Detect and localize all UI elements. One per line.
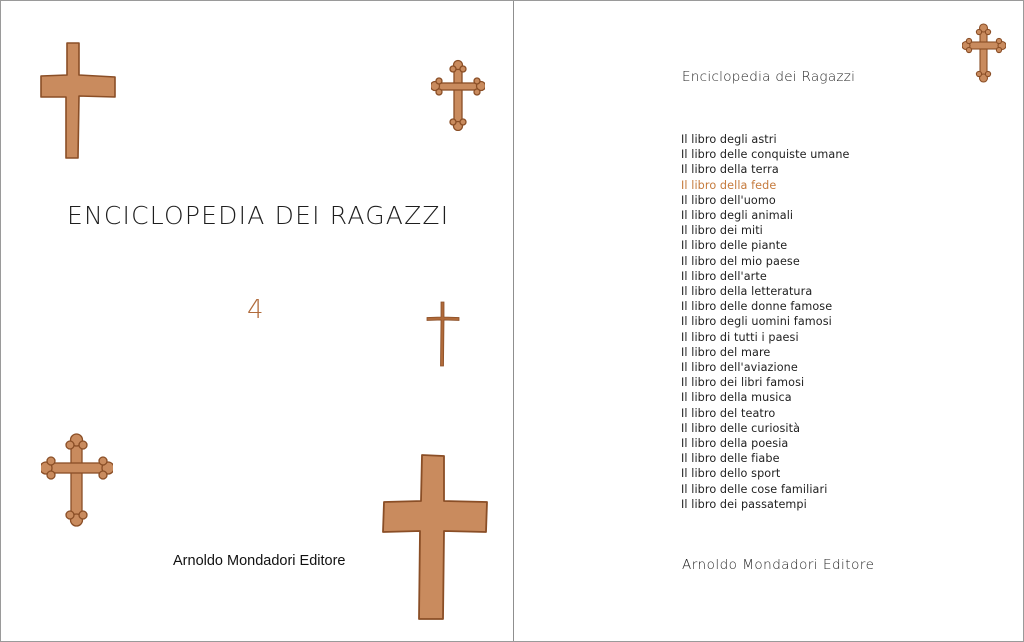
list-item: Il libro delle curiosità <box>681 421 801 435</box>
list-item: Il libro delle donne famose <box>681 300 833 314</box>
latin-cross-icon <box>381 453 491 623</box>
list-item: Il libro del mio paese <box>681 254 800 268</box>
volume-number: 4 <box>247 295 264 325</box>
list-item: Il libro delle conquiste umane <box>681 148 850 162</box>
list-item: Il libro degli astri <box>681 133 777 146</box>
list-item: Il libro del teatro <box>681 406 776 420</box>
list-item: Il libro dei passatempi <box>681 497 807 511</box>
list-item: Il libro del mare <box>681 345 771 359</box>
list-item: Il libro delle cose familiari <box>681 482 828 496</box>
list-item: Il libro della letteratura <box>681 285 813 299</box>
list-item: Il libro dell'uomo <box>681 193 776 207</box>
list-item: Il libro dello sport <box>681 467 781 481</box>
book-list <box>681 132 850 512</box>
list-item-current: Il libro della fede <box>681 178 777 192</box>
list-item: Il libro di tutti i paesi <box>681 330 799 344</box>
list-item: Il libro della terra <box>681 163 779 177</box>
list-item: Il libro della poesia <box>681 437 789 451</box>
publisher-name: Arnoldo Mondadori Editore <box>682 557 875 573</box>
left-page <box>1 1 513 641</box>
list-item: Il libro dell'aviazione <box>681 361 798 375</box>
list-item: Il libro degli animali <box>681 209 794 223</box>
list-item: Il libro delle fiabe <box>681 452 780 466</box>
list-item: Il libro dei libri famosi <box>681 376 805 390</box>
latin-cross-icon <box>39 41 119 161</box>
list-item: Il libro dell'arte <box>681 269 767 283</box>
publisher-name: Arnoldo Mondadori Editore <box>173 553 346 569</box>
series-title: Enciclopedia dei Ragazzi <box>682 69 856 85</box>
list-item: Il libro degli uomini famosi <box>681 315 832 329</box>
budded-cross-icon <box>431 59 485 131</box>
budded-cross-icon <box>41 433 113 527</box>
list-item: Il libro dei miti <box>681 224 763 238</box>
budded-cross-icon <box>962 23 1006 83</box>
thin-cross-icon <box>425 301 461 367</box>
encyclopedia-title: ENCICLOPEDIA DEI RAGAZZI <box>67 201 450 230</box>
right-page <box>514 1 1023 641</box>
list-item: Il libro delle piante <box>681 239 788 253</box>
list-item: Il libro della musica <box>681 391 792 405</box>
